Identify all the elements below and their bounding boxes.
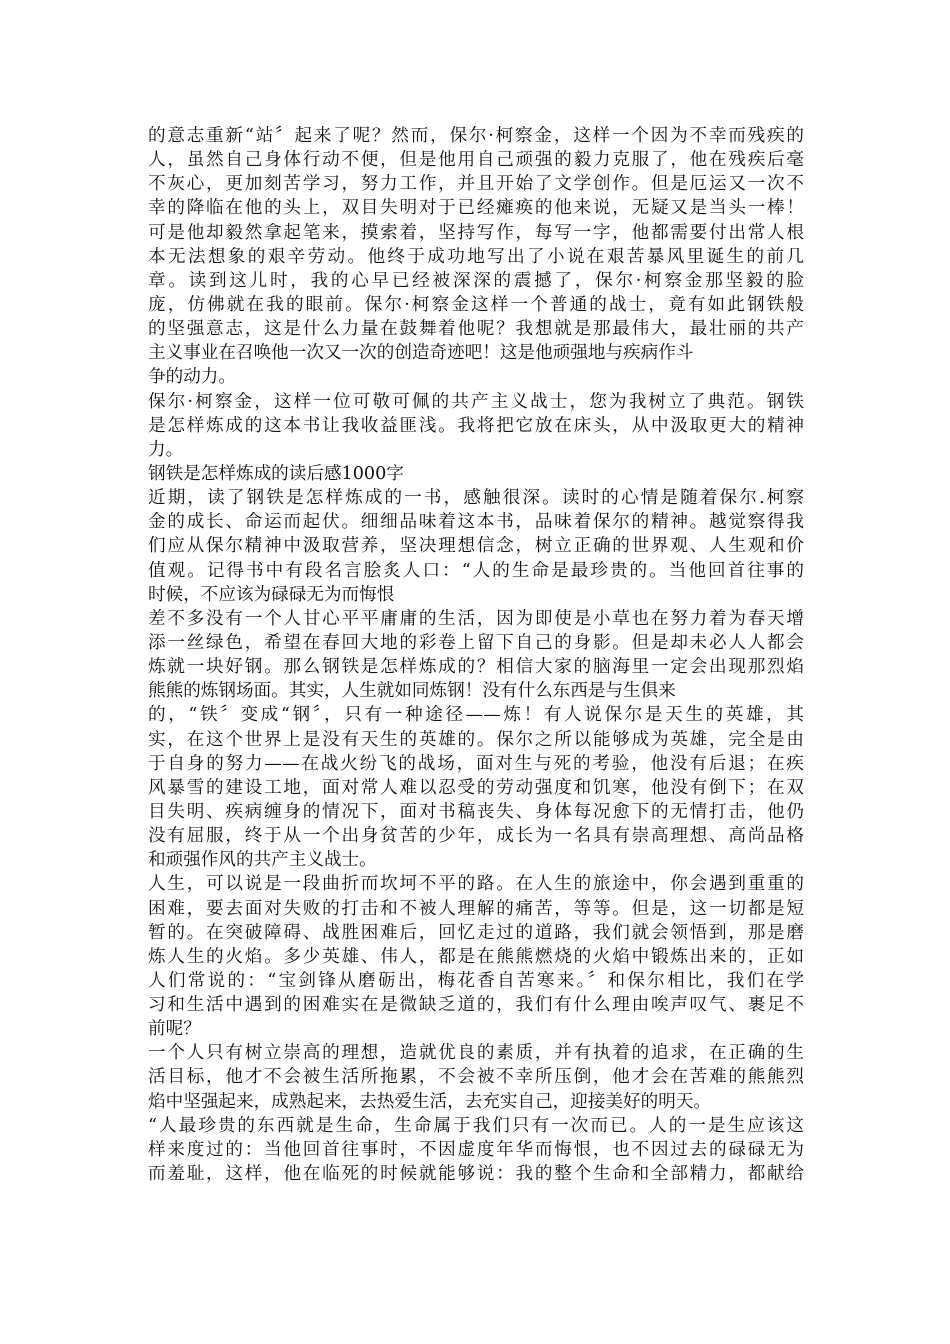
text-line: 值观。记得书中有段名言脍炙人口：“人的生命是最珍贵的。当他回首往事的: [148, 560, 804, 581]
text-line: 们应从保尔精神中汲取营养，坚决理想信念，树立正确的世界观、人生观和价: [148, 536, 804, 557]
text-line: 金的成长、命运而起伏。细细品味着这本书，品味着保尔的精神。越觉察得我: [148, 512, 804, 533]
text-line: 暂的。在突破障碍、战胜困难后，回忆走过的道路，我们就会领悟到，那是磨: [148, 922, 804, 943]
text-line: 活目标，他才不会被生活所拖累，不会被不幸所压倒，他才会在苦难的熊熊烈: [148, 1067, 804, 1088]
document-body-text: [148, 124, 804, 1186]
text-line: 困难，要去面对失败的打击和不被人理解的痛苦，等等。但是，这一切都是短: [148, 898, 804, 919]
text-line: 章。读到这儿时，我的心早已经被深深的震撼了，保尔·柯察金那坚毅的脸: [148, 270, 804, 291]
text-line: 差不多没有一个人甘心平平庸庸的生活，因为即使是小草也在努力着为春天增: [148, 608, 804, 629]
text-line: 一个人只有树立崇高的理想，造就优良的素质，并有执着的追求，在正确的生: [148, 1043, 804, 1064]
text-line: 和顽强作风的共产主义战士。: [148, 850, 377, 871]
text-line: 人们常说的：“宝剑锋从磨砺出，梅花香自苦寒来。〞和保尔相比，我们在学: [148, 970, 804, 991]
text-line: 近期，读了钢铁是怎样炼成的一书，感触很深。读时的心情是随着保尔.柯察: [148, 488, 804, 509]
text-line: 于自身的努力——在战火纷飞的战场，面对生与死的考验，他没有后退；在疾: [148, 753, 804, 774]
text-line: “人最珍贵的东西就是生命，生命属于我们只有一次而已。人的一是生应该这: [148, 1115, 804, 1136]
text-line: 保尔·柯察金，这样一位可敬可佩的共产主义战士，您为我树立了典范。钢铁: [148, 391, 804, 412]
text-line: 焰中坚强起来，成熟起来，去热爱生活，去充实自己，迎接美好的明天。: [148, 1091, 712, 1112]
text-line: 的，“铁〞变成“钢〞，只有一种途径——炼！有人说保尔是天生的英雄，其: [148, 705, 804, 726]
text-line: 熊熊的炼钢场面。其实，人生就如同炼钢！没有什么东西是与生俱来: [148, 681, 676, 702]
text-line: 可是他却毅然拿起笔来，摸索着，坚持写作，每写一字，他都需要付出常人根: [148, 222, 804, 243]
text-line: 人，虽然自己身体行动不便，但是他用自己顽强的毅力克服了，他在残疾后毫: [148, 150, 804, 171]
text-line: 目失明、疾病缠身的情况下，面对书稿丧失、身体每况愈下的无情打击，他仍: [148, 801, 804, 822]
text-line: 争的动力。: [148, 367, 236, 388]
text-line: 炼就一块好钢。那么钢铁是怎样炼成的？相信大家的脑海里一定会出现那烈焰: [148, 657, 804, 678]
text-line: 钢铁是怎样炼成的读后感1000字: [148, 463, 404, 484]
text-line: 的坚强意志，这是什么力量在鼓舞着他呢？我想就是那最伟大，最壮丽的共产: [148, 319, 804, 340]
text-line: 主义事业在召唤他一次又一次的创造奇迹吧！这是他顽强地与疾病作斗: [148, 343, 694, 364]
text-line: 幸的降临在他的头上，双目失明对于已经瘫痪的他来说，无疑又是当头一棒！: [148, 198, 804, 219]
text-line: 时候，不应该为碌碌无为而悔恨: [148, 584, 395, 605]
text-line: 炼人生的火焰。多少英雄、伟人，都是在熊熊燃烧的火焰中锻炼出来的，正如: [148, 946, 804, 967]
text-line: 没有屈服，终于从一个出身贫苦的少年，成长为一名具有崇高理想、高尚品格: [148, 826, 804, 847]
text-line: 实，在这个世界上是没有天生的英雄的。保尔之所以能够成为英雄，完全是由: [148, 729, 804, 750]
text-line: 不灰心，更加刻苦学习，努力工作，并且开始了文学创作。但是厄运又一次不: [148, 174, 804, 195]
text-line: 风暴雪的建设工地，面对常人难以忍受的劳动强度和饥寒，他没有倒下；在双: [148, 777, 804, 798]
text-line: 的意志重新“站〞起来了呢？然而，保尔·柯察金，这样一个因为不幸而残疾的: [148, 126, 804, 146]
text-line: 样来度过的：当他回首往事时，不因虚度年华而悔恨，也不因过去的碌碌无为: [148, 1139, 804, 1160]
text-line: 人生，可以说是一段曲折而坎坷不平的路。在人生的旅途中，你会遇到重重的: [148, 874, 804, 895]
text-line: 添一丝绿色，希望在春回大地的彩卷上留下自己的身影。但是却未必人人都会: [148, 632, 804, 653]
text-line: 前呢？: [148, 1019, 201, 1040]
text-line: 习和生活中遇到的困难实在是微缺乏道的，我们有什么理由唉声叹气、裹足不: [148, 995, 804, 1016]
text-line: 庞，仿佛就在我的眼前。保尔·柯察金这样一个普通的战士，竟有如此钢铁般: [148, 294, 804, 315]
text-line: 而羞耻，这样，他在临死的时候就能够说：我的整个生命和全部精力，都献给: [148, 1164, 804, 1185]
text-line: 力。: [148, 439, 184, 460]
text-line: 是怎样炼成的这本书让我收益匪浅。我将把它放在床头，从中汲取更大的精神: [148, 415, 804, 436]
text-line: 本无法想象的艰辛劳动。他终于成功地写出了小说在艰苦暴风里诞生的前几: [148, 246, 804, 267]
